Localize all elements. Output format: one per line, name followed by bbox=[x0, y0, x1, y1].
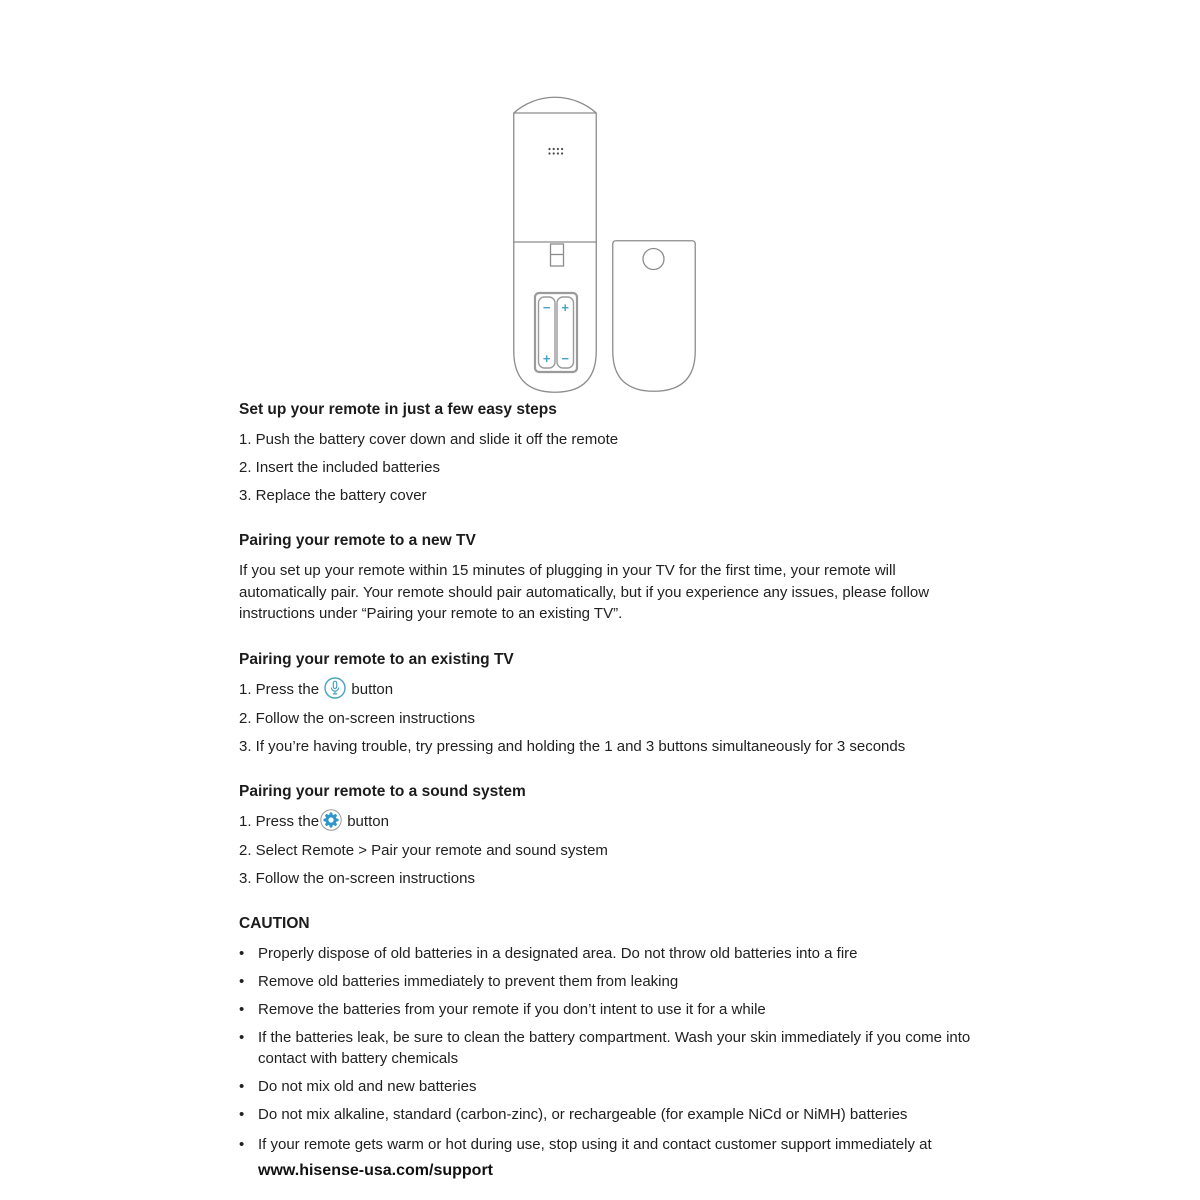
step-text: 1. Press the bbox=[239, 680, 324, 698]
section-heading: Pairing your remote to a sound system bbox=[239, 782, 526, 800]
step-text: button bbox=[343, 812, 389, 830]
remote-front-illustration bbox=[513, 95, 597, 393]
bullet-marker: • bbox=[239, 1105, 245, 1123]
caution-text: Do not mix alkaline, standard (carbon-zinc), or rechargeable (for example NiCd or NiMH) batteries bbox=[258, 1105, 908, 1123]
step-text: 1. Press the bbox=[239, 812, 320, 830]
setup-step-2: 2. Insert the included batteries bbox=[239, 459, 440, 476]
caution-text bbox=[258, 1132, 975, 1184]
cover-thumb-hole bbox=[643, 249, 664, 270]
setup-step-3: 3. Replace the battery cover bbox=[239, 487, 427, 504]
bullet-marker: • bbox=[239, 944, 245, 962]
bullet-marker: • bbox=[239, 1028, 245, 1046]
microphone-icon bbox=[324, 677, 346, 699]
existing-tv-step-3: 3. If you’re having trouble, try pressing and holding the 1 and 3 buttons simultaneously for 3 seconds bbox=[239, 737, 906, 755]
section-heading: CAUTION bbox=[239, 914, 310, 932]
caution-text: Remove old batteries immediately to prevent them from leaking bbox=[258, 972, 679, 990]
remote-setup-illustration bbox=[0, 0, 1200, 400]
caution-item bbox=[239, 971, 975, 992]
caution-item bbox=[239, 1104, 975, 1125]
caution-text: Remove the batteries from your remote if you don’t intent to use it for a while bbox=[258, 1000, 766, 1018]
caution-item bbox=[239, 1027, 975, 1069]
section-pairing-sound-system bbox=[239, 783, 975, 889]
sound-system-step-3: 3. Follow the on-screen instructions bbox=[239, 869, 475, 887]
section-pairing-existing-tv bbox=[239, 651, 975, 757]
section-heading: Pairing your remote to an existing TV bbox=[239, 650, 514, 668]
caution-item-support bbox=[239, 1132, 975, 1184]
bullet-marker: • bbox=[239, 972, 245, 990]
settings-gear-icon bbox=[320, 809, 342, 831]
bullet-marker: • bbox=[239, 1000, 245, 1018]
battery-polarity-sign: − bbox=[561, 351, 569, 366]
battery-compartment bbox=[535, 293, 577, 372]
caution-text: Do not mix old and new batteries bbox=[258, 1077, 477, 1095]
bullet-marker: • bbox=[239, 1077, 245, 1095]
sound-system-step-2: 2. Select Remote > Pair your remote and sound system bbox=[239, 841, 608, 859]
caution-text: Properly dispose of old batteries in a designated area. Do not throw old batteries into a fire bbox=[258, 944, 858, 962]
existing-tv-step-1 bbox=[239, 679, 975, 701]
section-heading: Set up your remote in just a few easy steps bbox=[239, 401, 557, 418]
pairing-new-tv-paragraph: If you set up your remote within 15 minutes of plugging in your TV for the first time, your remote will automatically pair. Your remote should pair automatically, but if you experience any issues, please follow instructions under “Pairing your remote to an existing TV”. bbox=[239, 562, 930, 622]
setup-step-1: 1. Push the battery cover down and slide it off the remote bbox=[239, 431, 619, 448]
battery-polarity-sign: − bbox=[542, 300, 551, 315]
caution-item bbox=[239, 1076, 975, 1097]
battery-polarity-sign: + bbox=[542, 351, 551, 366]
mic-grille-dots bbox=[548, 148, 563, 155]
section-pairing-new-tv bbox=[239, 532, 975, 625]
caution-item bbox=[239, 943, 975, 964]
step-text: button bbox=[347, 680, 394, 698]
section-caution bbox=[239, 915, 975, 1184]
caution-support-text: If your remote gets warm or hot during use, stop using it and contact customer support immediately at bbox=[258, 1135, 936, 1153]
caution-text: If the batteries leak, be sure to clean the battery compartment. Wash your skin immediately if you come into contact with battery chemicals bbox=[258, 1028, 971, 1067]
bullet-marker: • bbox=[239, 1135, 245, 1153]
battery-cover-illustration bbox=[612, 240, 696, 392]
support-url: www.hisense-usa.com/support bbox=[258, 1161, 494, 1179]
section-setup bbox=[239, 401, 975, 506]
sound-system-step-1 bbox=[239, 811, 975, 833]
battery-cover-latch bbox=[551, 244, 564, 266]
caution-item bbox=[239, 999, 975, 1020]
section-heading: Pairing your remote to a new TV bbox=[239, 532, 476, 549]
instructions-content bbox=[239, 401, 975, 1200]
battery-polarity-sign: + bbox=[561, 300, 569, 315]
existing-tv-step-2: 2. Follow the on-screen instructions bbox=[239, 709, 475, 727]
